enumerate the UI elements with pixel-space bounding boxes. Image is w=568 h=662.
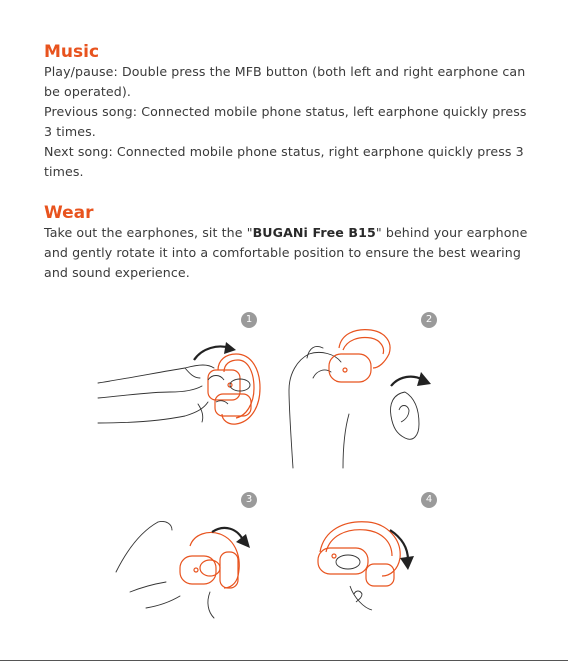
music-section xyxy=(44,42,534,182)
wear-text-after: " behind your earphone and gently rotate it into a comfortable position to ensure the best wearing and sound experience. xyxy=(44,225,528,280)
page-bottom-rule xyxy=(0,660,568,661)
wear-instruction xyxy=(44,223,534,283)
step-3-illustration xyxy=(110,512,260,622)
previous-song-instruction: Previous song: Connected mobile phone status, left earphone quickly press 3 times. xyxy=(44,104,527,139)
step-2-badge: 2 xyxy=(421,312,437,328)
next-song-instruction: Next song: Connected mobile phone status, right earphone quickly press 3 times. xyxy=(44,144,524,179)
product-name: BUGANi Free B15 xyxy=(252,225,376,240)
step-4-badge: 4 xyxy=(421,492,437,508)
step-3-badge: 3 xyxy=(241,492,257,508)
wear-section xyxy=(44,203,534,283)
music-heading: Music xyxy=(44,42,100,62)
play-pause-instruction: Play/pause: Double press the MFB button (both left and right earphone can be operated). xyxy=(44,64,526,99)
step-1-illustration xyxy=(90,330,280,440)
step-1-badge: 1 xyxy=(241,312,257,328)
wear-text-before: Take out the earphones, sit the " xyxy=(44,225,253,240)
wear-heading: Wear xyxy=(44,203,94,223)
step-2-illustration xyxy=(285,318,445,473)
step-4-illustration xyxy=(310,512,430,622)
